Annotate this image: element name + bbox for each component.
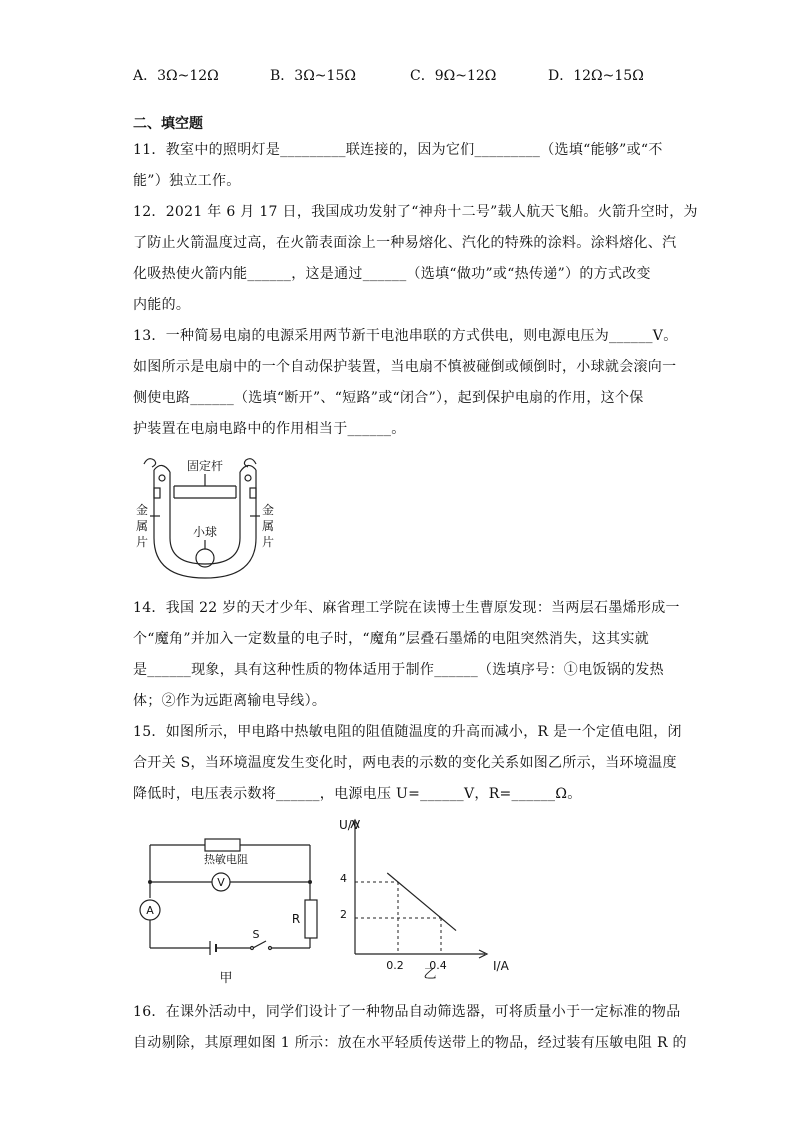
y-axis-label: U/V — [339, 818, 361, 832]
metal-sheet-right-2: 属 — [261, 519, 275, 533]
circuit-figure-jia — [130, 830, 330, 990]
metal-sheet-right-1: 金 — [261, 503, 275, 517]
metal-sheet-right-3: 片 — [261, 535, 275, 549]
question-line: 16．在课外活动中，同学们设计了一种物品自动筛选器，可将质量小于一定标准的物品 — [133, 1004, 681, 1020]
question-line: 是______现象，具有这种性质的物体适用于制作______（选填序号：①电饭锅的发热 — [133, 662, 664, 678]
question-line: 个“魔角”并加入一定数量的电子时，“魔角”层叠石墨烯的电阻突然消失，这其实就 — [133, 631, 650, 647]
ball-label: 小球 — [192, 525, 218, 539]
ui-graph-yi — [325, 812, 525, 982]
question-line: 12．2021 年 6 月 17 日，我国成功发射了“神舟十二号”载人航天飞船。火箭升空时，为 — [133, 204, 698, 220]
question-line: 能”）独立工作。 — [133, 173, 241, 189]
thermistor-symbol — [205, 839, 240, 851]
x-tick-label-0.4: 0.4 — [429, 959, 447, 972]
ammeter-label: A — [146, 904, 154, 917]
question-line: 15．如图所示，甲电路中热敏电阻的阻值随温度的升高而减小，R 是一个定值电阻，闭 — [133, 724, 682, 740]
section-title: 二、填空题 — [133, 116, 203, 132]
question-line: 自动剔除，其原理如图 1 所示：放在水平轻质传送带上的物品，经过装有压敏电阻 R 的 — [133, 1035, 687, 1051]
question-line: 14．我国 22 岁的天才少年、麻省理工学院在读博士生曹原发现：当两层石墨烯形成一 — [133, 600, 680, 616]
y-tick-label-4: 4 — [340, 872, 347, 885]
figure-caption-yi: 乙 — [423, 967, 437, 982]
option-c: C．9Ω~12Ω — [410, 68, 497, 84]
voltmeter-label: V — [217, 876, 225, 889]
option-b: B．3Ω~15Ω — [270, 68, 356, 84]
question-line: 降低时，电压表示数将______，电源电压 U=______V，R=______Ω。 — [133, 786, 582, 802]
thermistor-label: 热敏电阻 — [204, 853, 248, 866]
question-line: 化吸热使火箭内能______，这是通过______（选填“做功”或“热传递”）的方式改变 — [133, 266, 651, 282]
question-line: 体；②作为远距离输电导线）。 — [133, 693, 327, 709]
question-line: 侧使电路______（选填“断开”、“短路”或“闭合”），起到保护电扇的作用，这个保 — [133, 390, 644, 406]
fixed-rod-label: 固定杆 — [186, 459, 224, 473]
resistor-label: R — [291, 912, 301, 926]
option-a: A．3Ω~12Ω — [133, 68, 219, 84]
option-d: D．12Ω~15Ω — [548, 68, 644, 84]
switch-symbol — [253, 941, 266, 948]
x-tick-label-0.2: 0.2 — [386, 959, 404, 972]
metal-sheet-left-2: 属 — [135, 519, 149, 533]
question-line: 内能的。 — [133, 297, 191, 313]
metal-sheet-left-1: 金 — [135, 503, 149, 517]
switch-label: S — [252, 928, 260, 941]
question-line: 合开关 S，当环境温度发生变化时，两电表的示数的变化关系如图乙所示，当环境温度 — [133, 755, 677, 771]
figure-caption-jia: 甲 — [219, 971, 233, 986]
question-line: 如图所示是电扇中的一个自动保护装置，当电扇不慎被碰倒或倾倒时，小球就会滚向一 — [133, 359, 677, 375]
x-axis-label: I/A — [493, 959, 509, 973]
metal-sheet-left-3: 片 — [135, 535, 149, 549]
y-tick-label-2: 2 — [340, 908, 347, 921]
question-line: 护装置在电扇电路中的作用相当于______。 — [133, 421, 406, 437]
protection-device-figure — [130, 450, 280, 585]
resistor-symbol — [305, 900, 317, 938]
question-line: 11．教室中的照明灯是_________联连接的，因为它们_________（选填“能够”或“不 — [133, 142, 663, 158]
question-line: 了防止火箭温度过高，在火箭表面涂上一种易熔化、汽化的特殊的涂料。涂料熔化、汽 — [133, 235, 677, 251]
question-line: 13．一种简易电扇的电源采用两节新干电池串联的方式供电，则电源电压为______V。 — [133, 328, 678, 344]
